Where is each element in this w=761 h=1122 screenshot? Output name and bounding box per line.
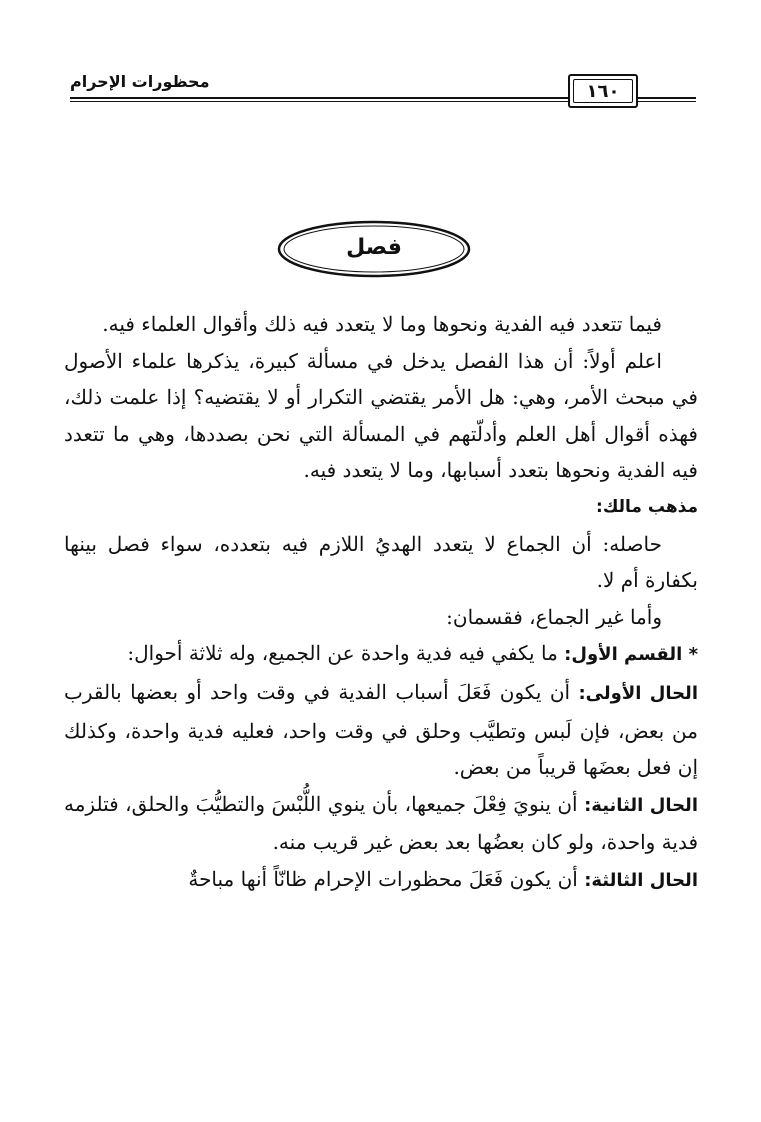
state-one-label: الحال الأولى: bbox=[578, 682, 698, 704]
paragraph-state-three bbox=[64, 861, 698, 900]
state-one-text: أن يكون فَعَلَ أسباب الفدية في وقت واحد أو بعضها بالقرب من بعض، فإن لَبس وتطيَّب وحلق في وقت واحد، فعليه فدية واحدة، وكذلك إن فعل بعضَها قريباً من بعض. bbox=[64, 679, 698, 780]
paragraph-state-one bbox=[64, 674, 698, 786]
madhhab-heading: مذهب مالك: bbox=[596, 496, 698, 517]
state-two-label: الحال الثانية: bbox=[584, 794, 698, 816]
state-three-text: أن يكون فَعَلَ محظورات الإحرام ظانّاً أنها مباحةٌ bbox=[188, 866, 585, 891]
paragraph-summary: حاصله: أن الجماع لا يتعدد الهديُ اللازم فيه بتعدده، سواء فصل بينها بكفارة أم لا. bbox=[64, 531, 698, 593]
running-title: محظورات الإحرام bbox=[70, 72, 216, 91]
paragraph-part-one bbox=[64, 635, 698, 674]
part-one-label: * القسم الأول: bbox=[564, 644, 698, 666]
paragraph-other-than-jima: وأما غير الجماع، فقسمان: bbox=[446, 604, 662, 629]
section-title-oval bbox=[276, 219, 472, 279]
running-header bbox=[70, 68, 696, 108]
state-three-label: الحال الثالثة: bbox=[584, 869, 698, 891]
state-two-text: أن ينويَ فِعْلَ جميعها، بأن ينوي اللُّبْسَ والتطيُّبَ والحلق، فتلزمه فدية واحدة، ولو كان بعضُها بعد بعض غير قريب منه. bbox=[64, 791, 698, 855]
paragraph-state-two bbox=[64, 786, 698, 861]
page-number-box bbox=[568, 74, 638, 108]
paragraph-know-first: اعلم أولاً: أن هذا الفصل يدخل في مسألة كبيرة، يذكرها علماء الأصول في مبحث الأمر، وهي: هل الأمر يقتضي التكرار أو لا يقتضيه؟ إذا علمت ذلك، فهذه أقوال أهل العلم وأدلّتهم في المسألة التي نحن بصددها، وهي ما تتعدد فيه الفدية ونحوها بتعدد أسبابها، وما لا يتعدد فيه. bbox=[64, 348, 698, 483]
section-title: فصل bbox=[346, 235, 402, 260]
paragraph-intro: فيما تتعدد فيه الفدية ونحوها وما لا يتعدد فيه ذلك وأقوال العلماء فيه. bbox=[102, 312, 662, 336]
body-text bbox=[64, 306, 698, 900]
page-number: ١٦٠ bbox=[586, 80, 620, 102]
part-one-text: ما يكفي فيه فدية واحدة عن الجميع، وله ثلاثة أحوال: bbox=[127, 641, 565, 666]
